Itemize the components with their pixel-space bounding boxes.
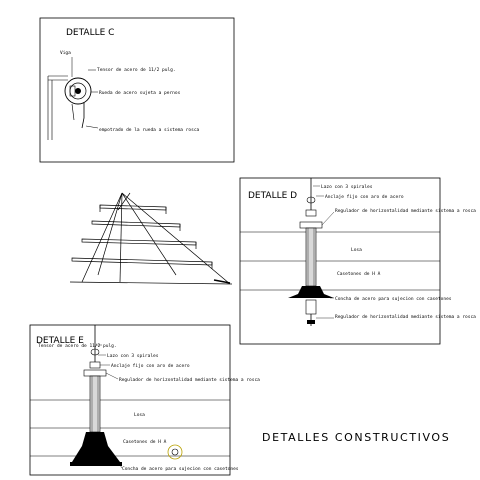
detail-d-panel [240,178,476,344]
detail-d-title: DETALLE D [248,191,298,201]
detail-e-bolt-circle [168,445,182,459]
detail-d-label-anclaje: Anclaje fijo con aro de acero [325,195,404,200]
detail-c-label-rueda: Rueda de acero sujeta a pernos [99,91,181,96]
detail-c-leader-empotrado [86,126,98,128]
detail-e-label-lazo: Lazo con 3 spirales [107,354,159,359]
detail-e-anchor [90,362,100,368]
detail-d-label-losa: Losa [351,248,362,253]
detail-e-panel [30,325,260,475]
detail-c-label-viga: Viga [60,51,71,56]
detail-e-label-tensor: Tensor de acero de 11/2 pulg. [38,344,117,349]
detail-d-label-regulador-2: Regulador de horizontalidad mediante sistema a rosca [335,315,476,320]
detail-d-anchor [306,210,316,216]
detail-e-label-casetones: Casetones de H A [123,440,167,445]
detail-d-base-shell [288,286,334,298]
detail-c-label-tensor: Tensor de acero de 11/2 pulg. [97,68,176,73]
detail-c-title: DETALLE C [66,28,115,38]
elevation-tier-2 [92,221,180,227]
detail-e-column [90,376,100,432]
detail-d-leader-regulador [322,212,334,225]
detail-e-label-regulador: Regulador de horizontalidad mediante sistema a rosca [119,378,260,383]
detail-d-label-concha: Concha de acero para sujecion con casetones [335,297,452,302]
tensile-structure-elevation [70,193,232,284]
detail-e-title: DETALLE E [36,336,84,346]
detail-e-regulator [84,370,106,376]
elevation-ground [70,282,232,284]
detail-d-label-casetones: Casetones de H A [337,272,381,277]
detail-e-label-losa: Losa [134,413,145,418]
elevation-anchor [214,280,230,283]
main-title: DETALLES CONSTRUCTIVOS [262,431,451,444]
detail-c-wheel-hub [75,88,81,94]
detail-c-frame [40,18,234,162]
detail-c-panel [40,18,234,162]
elevation-tier-4 [72,258,212,265]
detail-d-label-regulador: Regulador de horizontalidad mediante sistema a rosca [335,209,476,214]
elevation-cable-left-2 [82,193,122,282]
detail-e-label-concha: Concha de acero para sujecion con casetones [122,467,239,472]
detail-e-leader-regulador [106,373,118,379]
detail-d-regulator [300,222,322,228]
detail-e-base-shell [72,432,120,462]
detail-d-nut [307,320,315,324]
detail-c-tensor-rope [82,102,84,128]
elevation-cable-right-2 [122,193,230,284]
detail-d-column [306,228,316,286]
detail-c-rope-2 [72,104,74,120]
detail-d-lower-regulator [306,300,316,314]
detail-c-label-empotrado: empotrado de la rueda a sistema rosca [99,128,200,133]
detail-d-label-lazo: Lazo con 3 spirales [321,185,373,190]
detail-e-bolt-inner [172,449,178,455]
detail-e-base-plate [70,462,122,466]
detail-e-label-anclaje: Anclaje fijo con aro de acero [111,364,190,369]
